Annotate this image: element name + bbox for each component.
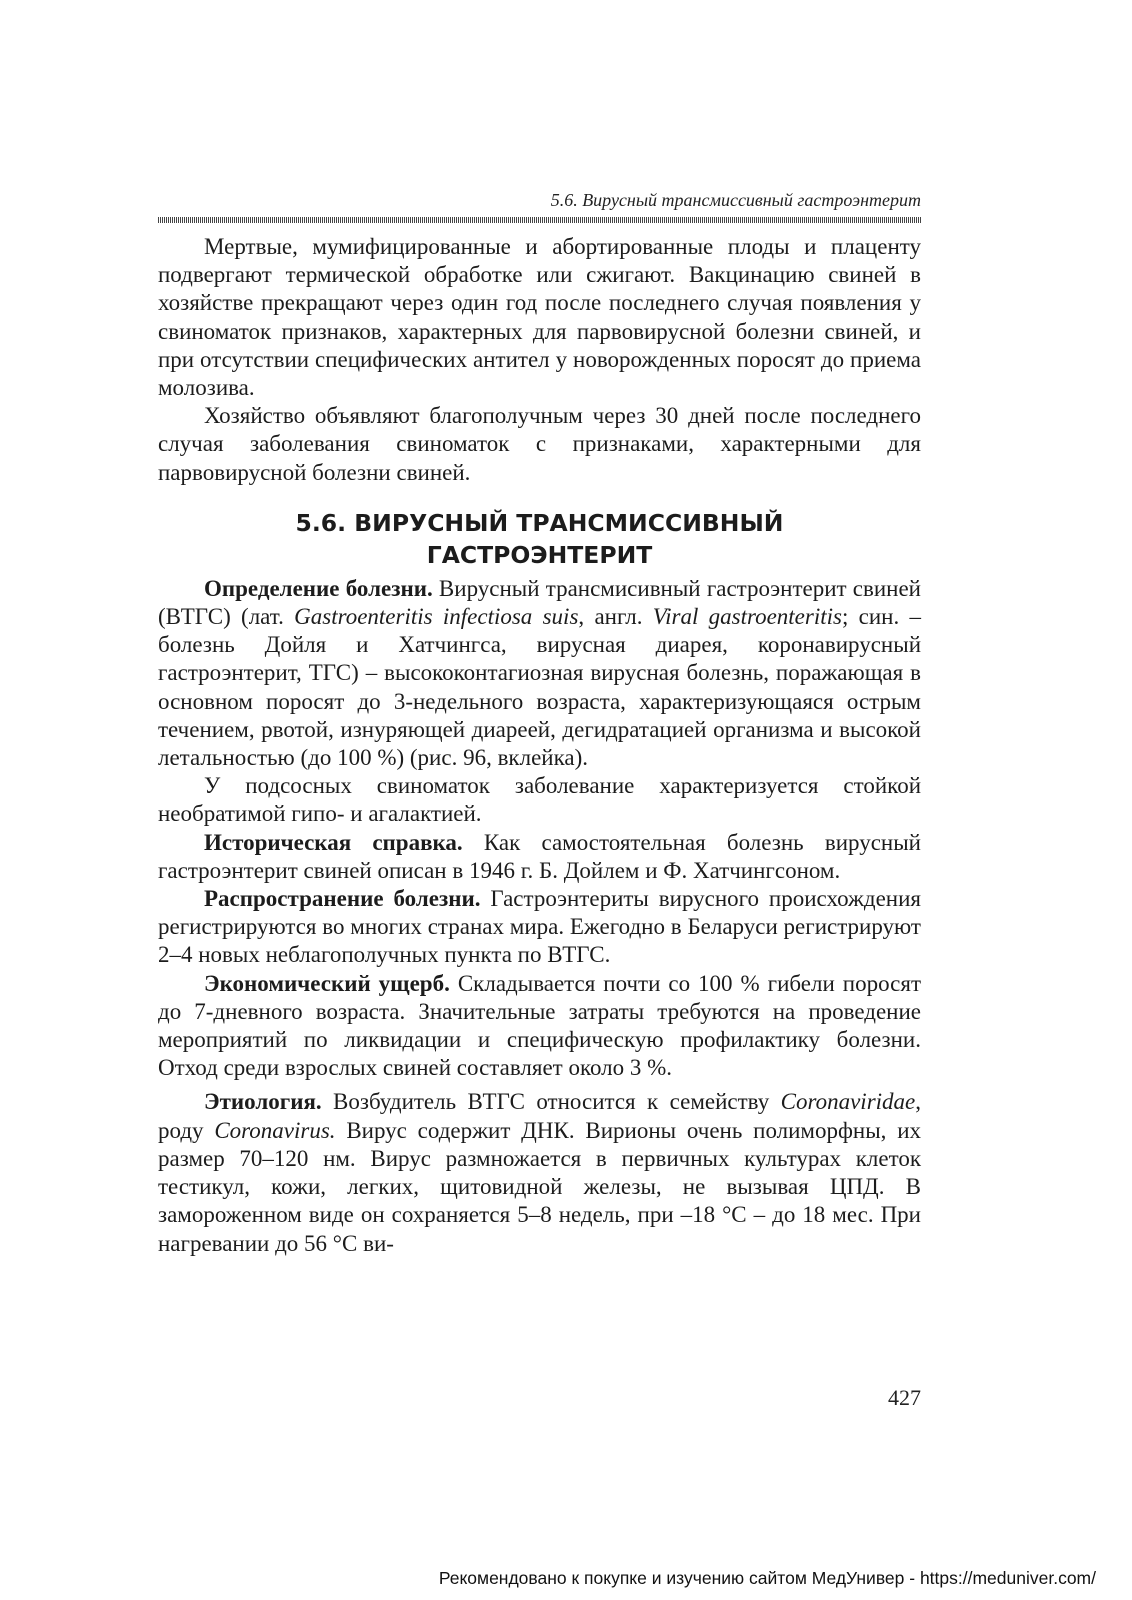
- history-heading: Историческая справка.: [204, 829, 463, 855]
- page-number: 427: [888, 1385, 921, 1410]
- paragraph-economic: Экономический ущерб. Складывается почти со 100 % гибели поросят до 7-дневного возраста. Значительные затраты требуются на проведение мероприятий по ликвидации и специфическую профилактику болезни. Отход среди взрослых свиней составляет около 3 %.: [158, 970, 921, 1081]
- definition-heading: Определение болезни.: [204, 575, 433, 601]
- paragraph-etiology: Этиология. Возбудитель ВТГС относится к семейству Coronaviridae, роду Coronavirus. Вирус содержит ДНК. Вирионы очень полиморфны, их размер 70–120 нм. Вирус размножается в первичных культурах клеток тестикул, кожи, легких, щитовидной железы, не вызывая ЦПД. В замороженном виде он сохраняется 5–8 недель, при –18 °С – до 18 мес. При нагревании до 56 °С ви-: [158, 1089, 922, 1256]
- paragraph-farm-status: Хозяйство объявляют благополучным через 30 дней после последнего случая заболевания свиноматок с признаками, характерными для парвовирусной болезни свиней.: [158, 403, 921, 485]
- paragraph-disposal: Мертвые, мумифицированные и абортированные плоды и плаценту подвергают термической обработке или сжигают. Вакцинацию свиней в хозяйстве прекращают через один год после последнего случая появления у свиноматок признаков, характерных для парвовирусной болезни свиней, и при отсутствии специфических антител у новорожденных поросят до приема молозива.: [158, 234, 921, 401]
- latin-name: Gastroenteritis infectiosa suis: [294, 604, 579, 630]
- economic-heading: Экономический ущерб.: [204, 970, 450, 996]
- spread-heading: Распространение болезни.: [204, 886, 481, 912]
- running-head: 5.6. Вирусный трансмиссивный гастроэнтерит: [550, 190, 921, 210]
- body-text: [158, 233, 921, 1258]
- etiology-heading: Этиология.: [204, 1089, 322, 1115]
- paragraph-definition: Определение болезни. Вирусный трансмисивный гастроэнтерит свиней (ВТГС) (лат. Gastroenteritis infectiosa suis, англ. Viral gastroenteritis; син. – болезнь Дойля и Хатчингса, вирусная диарея, коронавирусный гастроэнтерит, ТГС) – высококонтагиозная вирусная болезнь, поражающая в основном поросят до 3-недельного возраста, характеризующаяся острым течением, рвотой, изнуряющей диареей, дегидратацией организма и высокой летальностью (до 100 %) (рис. 96, вклейка).: [158, 575, 922, 771]
- virus-genus: Coronavirus.: [214, 1117, 336, 1143]
- paragraph-spread: Распространение болезни. Гастроэнтериты вирусного происхождения регистрируются во многих странах мира. Ежегодно в Беларуси регистрируют 2–4 новых неблагополучных пункта по ВТГС.: [158, 886, 921, 968]
- section-title: [158, 507, 921, 571]
- paragraph-sows: У подсосных свиноматок заболевание характеризуется стойкой необратимой гипо- и агалактией.: [158, 773, 921, 827]
- section-title-line-2: ГАСТРОЭНТЕРИТ: [426, 540, 653, 569]
- header-rule: [158, 217, 921, 223]
- section-title-line-1: 5.6. ВИРУСНЫЙ ТРАНСМИССИВНЫЙ: [295, 508, 784, 537]
- footer-note: Рекомендовано к покупке и изучению сайтом МедУнивер - https://meduniver.com/: [438, 1568, 1096, 1588]
- virus-family: Coronaviridae: [780, 1089, 916, 1115]
- paragraph-history: Историческая справка. Как самостоятельная болезнь вирусный гастроэнтерит свиней описан в 1946 г. Б. Дойлем и Ф. Хатчингсоном.: [158, 829, 921, 883]
- english-name: Viral gastroenteritis: [652, 604, 842, 630]
